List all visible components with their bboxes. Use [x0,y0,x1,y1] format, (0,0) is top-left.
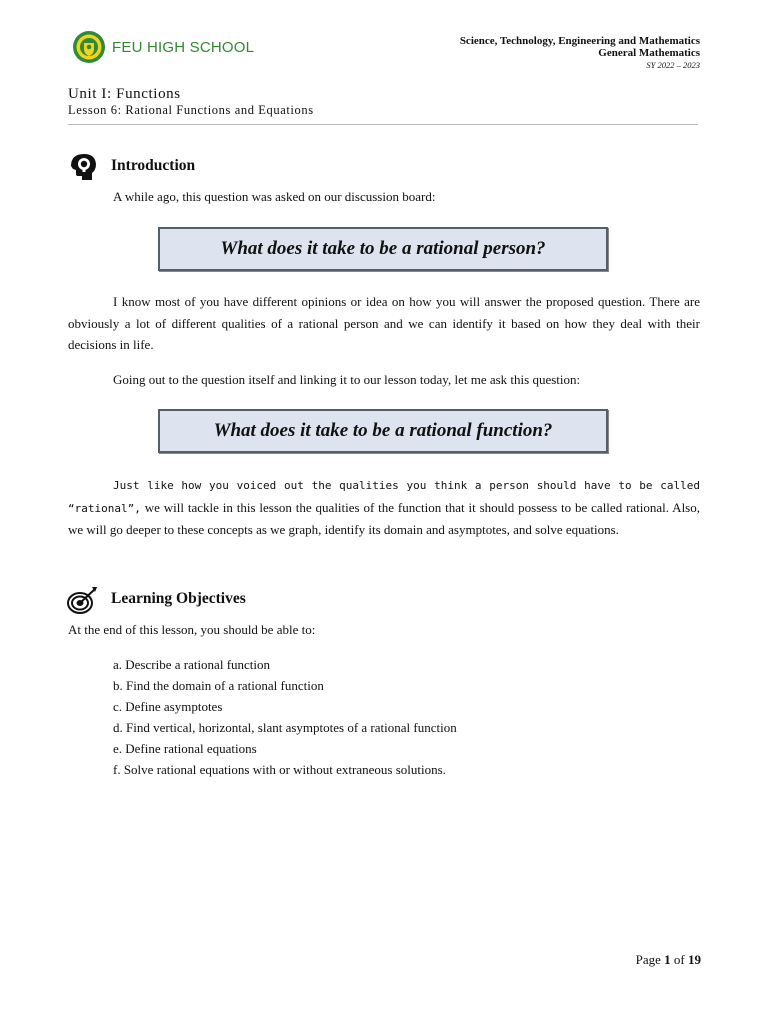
learning-objectives-heading: Learning Objectives [111,590,246,607]
intro-lead: A while ago, this question was asked on our discussion board: [113,189,436,204]
list-item: b. Find the domain of a rational function [113,678,324,693]
page-number [636,952,701,968]
school-name: FEU HIGH SCHOOL [112,39,255,56]
question-function-text: What does it take to be a rational function? [213,420,553,441]
intro-paragraph-3-rest: we will tackle in this lesson the qualities of the function that it should possess to be called rational. Also, we will go deeper to these concepts as we graph, identify its domain and asymptotes, and solve equations. [68,499,700,537]
intro-paragraph-3-mono: Just like how you voiced out the qualities you think a person should have to be called “rational”, [68,479,700,515]
list-item: d. Find vertical, horizontal, slant asymptotes of a rational function [113,720,457,735]
page-word: Page [635,952,661,967]
question-box-function [158,409,608,453]
list-item: a. Describe a rational function [113,657,271,672]
list-item: c. Define asymptotes [113,699,223,714]
current-page: 1 [664,952,671,967]
lesson-title: Lesson 6: Rational Functions and Equations [68,103,314,117]
question-box-person [158,227,608,271]
total-pages: 19 [688,952,701,967]
objectives-list [113,654,457,780]
introduction-heading: Introduction [111,157,196,174]
list-item: f. Solve rational equations with or without extraneous solutions. [113,762,446,777]
objectives-lead: At the end of this lesson, you should be able to: [68,622,316,637]
document-header-info [460,35,700,71]
school-year: SY 2022 – 2023 [646,60,700,70]
unit-title: Unit I: Functions [68,86,181,102]
intro-paragraph-1: I know most of you have different opinions or idea on how you will answer the proposed question. There are obviously a lot of different qualities of a rational person and we can identify it based on how they deal with their decisions in life. [68,294,700,352]
strand-label: Science, Technology, Engineering and Mathematics [459,35,700,47]
school-logo-icon [72,30,106,64]
intro-paragraph-3 [68,474,700,541]
intro-paragraph-2: Going out to the question itself and linking it to our lesson today, let me ask this question: [113,372,581,387]
target-icon [66,584,100,618]
list-item: e. Define rational equations [113,741,257,756]
of-word: of [673,952,685,967]
question-person-text: What does it take to be a rational person? [220,238,546,259]
subject-label: General Mathematics [598,47,700,59]
header-divider [68,124,698,125]
head-lightbulb-icon [66,150,100,184]
